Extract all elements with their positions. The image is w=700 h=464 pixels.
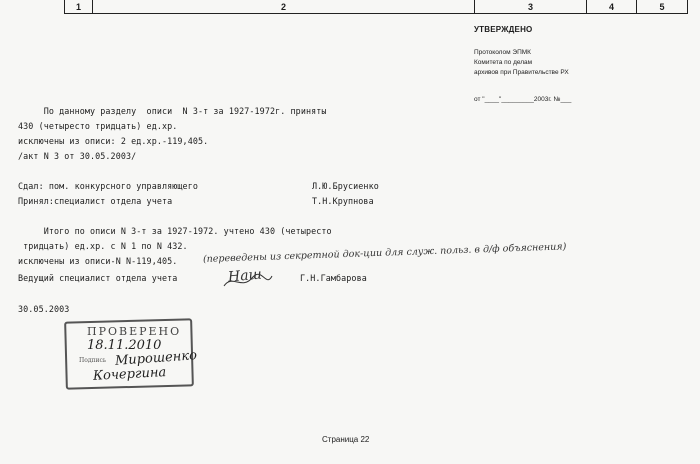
column-number: 2 [93,0,475,13]
column-number: 5 [659,1,665,12]
received-label: Принял:специалист отдела учета [18,196,173,206]
handed-over-label: Сдал: пом. конкурсного управляющего [18,181,198,191]
column-header-strip [64,0,688,14]
signature-scribble [222,270,274,292]
handed-over-name: Л.Ю.Брусиенко [312,181,379,191]
paragraph-1-line-3: исключены из описи: 2 ед.хр.-119,405. [18,136,209,146]
lead-specialist-name: Г.Н.Гамбарова [300,273,367,283]
stamp-date: 18.11.2010 [87,338,162,353]
stamp-signature-2: Кочергина [92,365,167,384]
paragraph-1-line-4: /акт N 3 от 30.05.2003/ [18,151,137,161]
signature: Наш [227,266,263,286]
paragraph-2-line-2: тридцать) ед.хр. с N 1 по N 432. [18,241,188,251]
column-number: 4 [587,0,637,13]
handwritten-note: (переведены из секретной док-ции для служ. польз. в д/ф объяснения) [202,241,567,265]
approval-date-line: от "____"_________2003г. №___ [474,96,572,103]
page-number: Страница 22 [322,435,370,444]
paragraph-1-line-2: 430 (четыресто тридцать) ед.хр. [18,121,178,131]
stamp-title: ПРОВЕРЕНО [87,325,182,338]
document-date: 30.05.2003 [18,304,70,314]
column-number: 3 [475,0,587,13]
stamp-signature-1: Мирошенко [114,348,198,369]
approval-line: Комитета по делам [474,59,533,66]
approval-title: УТВЕРЖДЕНО [474,25,533,34]
paragraph-2-line-3: исключены из описи-N N-119,405. [18,256,178,266]
approval-line: Протоколом ЭПМК [474,49,531,56]
stamp-label: Подпись [79,357,107,364]
column-number: 1 [65,0,93,13]
approval-line: архивов при Правительстве РХ [474,69,569,76]
paragraph-2-line-1: Итого по описи N 3-т за 1927-1972. учтено 430 (четыресто [18,226,332,236]
received-name: Т.Н.Крупнова [312,196,374,206]
paragraph-1-line-1: По данному разделу описи N 3-т за 1927-1972г. приняты [18,106,327,116]
lead-specialist-label: Ведущий специалист отдела учета [18,273,178,283]
verification-stamp [65,320,198,388]
